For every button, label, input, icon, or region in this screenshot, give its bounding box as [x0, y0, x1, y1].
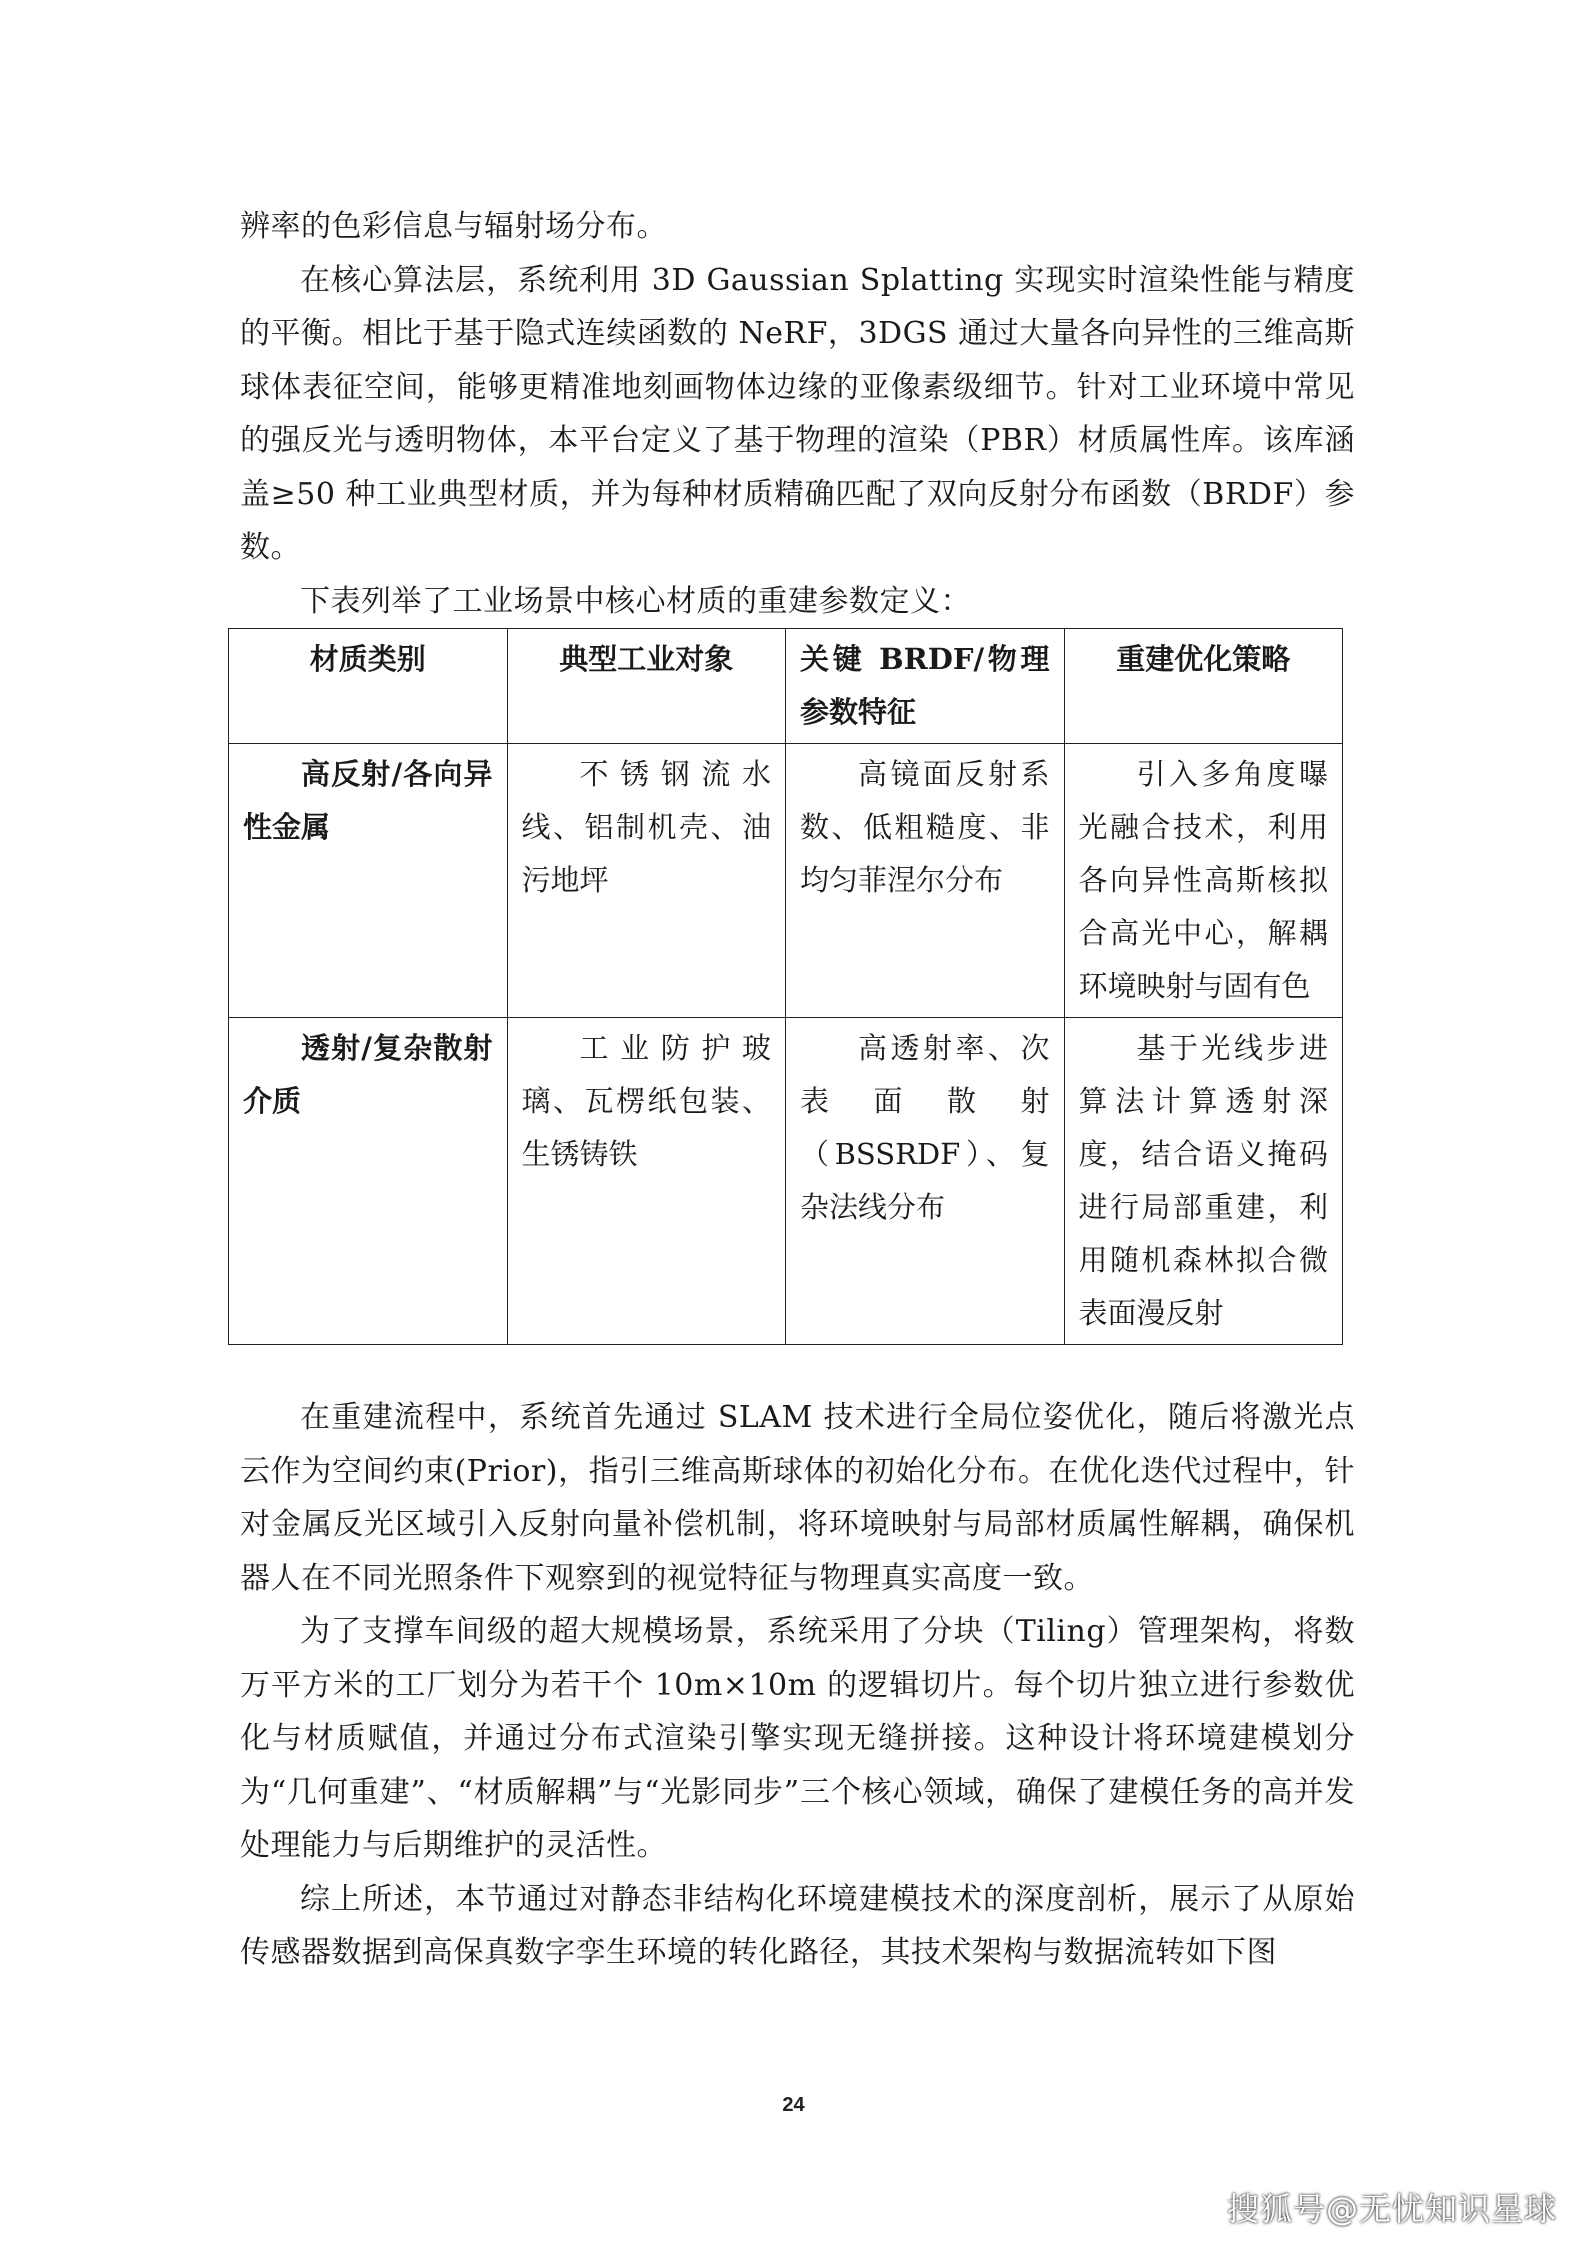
page-number: 24 — [782, 2094, 805, 2116]
cell-objects: 工业防护玻璃、瓦楞纸包装、生锈铸铁 — [507, 1018, 786, 1345]
material-table — [228, 628, 1343, 1345]
paragraph-table-intro: 下表列举了工业场景中核心材质的重建参数定义： — [300, 583, 971, 619]
cell-params: 高镜面反射系数、低粗糙度、非均匀菲涅尔分布 — [786, 744, 1065, 1018]
cell-params: 高透射率、次表面散射（BSSRDF）、复杂法线分布 — [786, 1018, 1065, 1345]
cell-strategy: 引入多角度曝光融合技术，利用各向异性高斯核拟合高光中心，解耦环境映射与固有色 — [1064, 744, 1343, 1018]
table-row — [229, 1018, 1343, 1345]
table-header-row — [229, 629, 1343, 744]
paragraph-reconstruction-flow: 在重建流程中，系统首先通过 SLAM 技术进行全局位姿优化，随后将激光点云作为空间约束(Prior)，指引三维高斯球体的初始化分布。在优化迭代过程中，针对金属反光区域引入反射向量补偿机制，将环境映射与局部材质属性解耦，确保机器人在不同光照条件下观察到的视觉特征与物理真实高度一致。 — [240, 1400, 1355, 1596]
page-body — [240, 200, 1355, 1980]
header-typical-objects: 典型工业对象 — [507, 629, 786, 744]
cell-category: 透射/复杂散射介质 — [229, 1018, 508, 1345]
header-material-category: 材质类别 — [229, 629, 508, 744]
table-row — [229, 744, 1343, 1018]
header-optimization-strategy: 重建优化策略 — [1064, 629, 1343, 744]
watermark: 搜狐号@无忧知识星球 — [1226, 2190, 1557, 2228]
paragraph-core-algorithm: 在核心算法层，系统利用 3D Gaussian Splatting 实现实时渲染性能与精度的平衡。相比于基于隐式连续函数的 NeRF，3DGS 通过大量各向异性的三维高斯球体表征空间，能够更精准地刻画物体边缘的亚像素级细节。针对工业环境中常见的强反光与透明物体，本平台定义了基于物理的渲染（PBR）材质属性库。该库涵盖≥50 种工业典型材质，并为每种材质精确匹配了双向反射分布函数（BRDF）参数。 — [240, 262, 1355, 565]
header-brdf-params: 关键 BRDF/物理参数特征 — [786, 629, 1065, 744]
cell-strategy: 基于光线步进算法计算透射深度，结合语义掩码进行局部重建，利用随机森林拟合微表面漫反射 — [1064, 1018, 1343, 1345]
cell-category: 高反射/各向异性金属 — [229, 744, 508, 1018]
cell-objects: 不锈钢流水线、铝制机壳、油污地坪 — [507, 744, 786, 1018]
paragraph-continuation: 辨率的色彩信息与辐射场分布。 — [240, 209, 667, 244]
paragraph-tiling: 为了支撑车间级的超大规模场景，系统采用了分块（Tiling）管理架构，将数万平方米的工厂划分为若干个 10m×10m 的逻辑切片。每个切片独立进行参数优化与材质赋值，并通过分布式渲染引擎实现无缝拼接。这种设计将环境建模划分为“几何重建”、“材质解耦”与“光影同步”三个核心领域，确保了建模任务的高并发处理能力与后期维护的灵活性。 — [240, 1614, 1355, 1863]
paragraph-summary: 综上所述，本节通过对静态非结构化环境建模技术的深度剖析，展示了从原始传感器数据到高保真数字孪生环境的转化路径，其技术架构与数据流转如下图 — [240, 1881, 1355, 1970]
